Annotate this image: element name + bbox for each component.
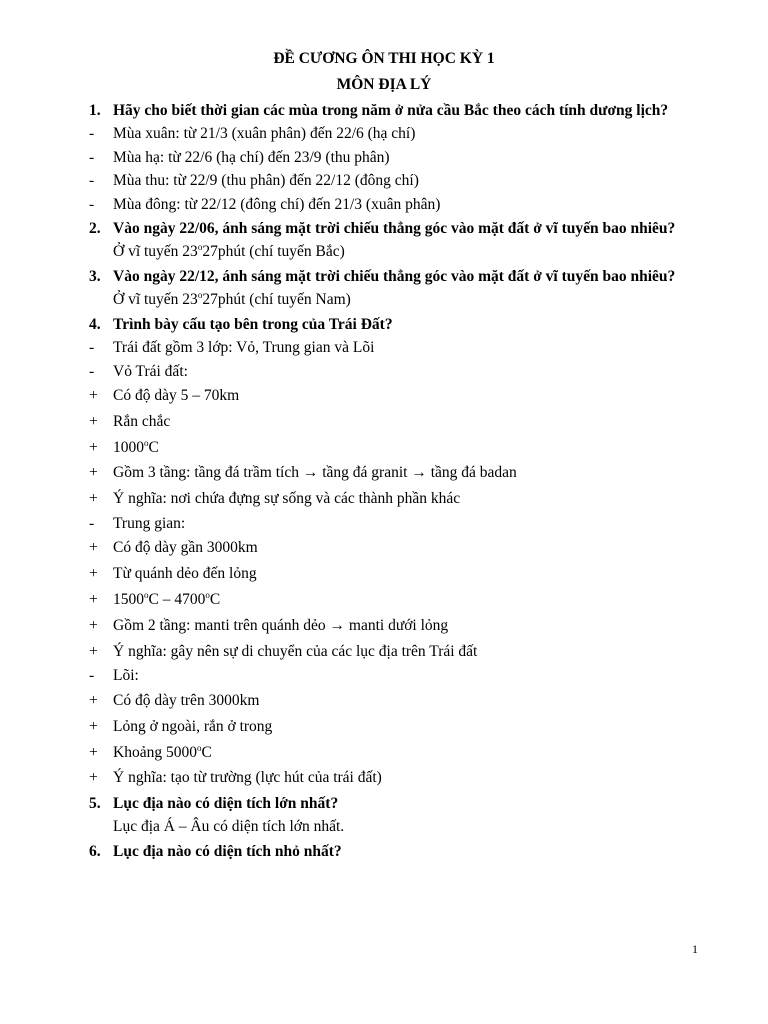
list-subitem: + 1000$^o$C [89, 435, 699, 461]
question-number: 3. [89, 268, 101, 285]
plus-marker: + [89, 464, 98, 482]
list-subitem: + Có độ dày trên 3000km [89, 688, 699, 714]
document-body [89, 98, 699, 863]
list-subitem: + Khoảng 5000$^o$C [89, 740, 699, 766]
list-subitem: + Từ quánh dẻo đến lỏng [89, 561, 699, 587]
question-2 [89, 217, 699, 240]
question-text: Trình bày cấu tạo bên trong của Trái Đất? [113, 316, 393, 333]
question-number: 5. [89, 795, 101, 813]
plus-marker: + [89, 438, 98, 456]
plus-marker: + [89, 591, 98, 609]
dash-marker: - [89, 339, 95, 356]
question-1 [89, 99, 699, 122]
answer: Ở vĩ tuyến 23$^o$27phút (chí tuyến Bắc) [113, 241, 345, 260]
list-subitem: + 1500$^o$C – 4700$^o$C [89, 587, 699, 613]
plus-marker: + [89, 691, 98, 709]
answer: Ở vĩ tuyến 23$^o$27phút (chí tuyến Nam) [113, 289, 351, 308]
plus-marker: + [89, 743, 98, 761]
list-subitem: + Gồm 3 tầng: tầng đá trầm tích → tầng đá granit → tầng đá badan [89, 460, 699, 486]
plus-marker: + [89, 412, 98, 430]
list-subitem: + Rắn chắc [89, 409, 699, 435]
question-text: Hãy cho biết thời gian các mùa trong năm ở nửa cầu Bắc theo cách tính dương lịch? [113, 102, 669, 119]
question-3 [89, 265, 699, 288]
arrow-icon: → [302, 464, 319, 482]
document-title: ĐỀ CƯƠNG ÔN THI HỌC KỲ 1 [273, 50, 495, 67]
plus-marker: + [89, 387, 98, 404]
question-number: 4. [89, 316, 101, 333]
list-subitem: + Lỏng ở ngoài, rắn ở trong [89, 714, 699, 740]
plus-marker: + [89, 565, 98, 583]
list-item: - Trái đất gồm 3 lớp: Vỏ, Trung gian và Lõi [89, 336, 699, 360]
question-number: 6. [89, 843, 101, 861]
page-number: 1 [692, 942, 698, 956]
question-number: 2. [89, 220, 101, 237]
question-text: Lục địa nào có diện tích lớn nhất? [113, 795, 339, 813]
plus-marker: + [89, 642, 98, 660]
plus-marker: + [89, 616, 98, 634]
list-item: - Lõi: [89, 664, 699, 688]
dash-marker: - [89, 148, 95, 166]
dash-marker: - [89, 125, 95, 142]
question-5 [89, 792, 699, 815]
list-subitem: + Có độ dày gần 3000km [89, 535, 699, 561]
list-subitem: + Ý nghĩa: gây nên sự di chuyển của các lục địa trên Trái đất [89, 639, 699, 665]
arrow-icon: → [329, 616, 346, 634]
dash-marker: - [89, 514, 95, 532]
list-subitem: + Có độ dày 5 – 70km [89, 383, 699, 409]
question-text: Vào ngày 22/12, ánh sáng mặt trời chiếu thẳng góc vào mặt đất ở vĩ tuyến bao nhiêu? [113, 268, 676, 285]
document-subtitle: MÔN ĐỊA LÝ [336, 76, 432, 93]
arrow-icon: → [411, 464, 427, 482]
plus-marker: + [89, 769, 98, 787]
plus-marker: + [89, 539, 98, 557]
dash-marker: - [89, 362, 95, 380]
list-subitem: + Ý nghĩa: tạo từ trường (lực hút của trái đất) [89, 765, 699, 791]
list-subitem: + Gồm 2 tầng: manti trên quánh dẻo → manti dưới lỏng [89, 613, 699, 639]
list-item: - Mùa thu: từ 22/9 (thu phân) đến 22/12 (đông chí) [89, 169, 699, 193]
list-item: - Vỏ Trái đất: [89, 360, 699, 384]
dash-marker: - [89, 172, 95, 189]
plus-marker: + [89, 717, 98, 735]
question-number: 1. [89, 102, 101, 119]
list-item: - Mùa hạ: từ 22/6 (hạ chí) đến 23/9 (thu phân) [89, 146, 699, 170]
question-6 [89, 840, 699, 863]
plus-marker: + [89, 490, 98, 508]
list-item: - Mùa xuân: từ 21/3 (xuân phân) đến 22/6 (hạ chí) [89, 122, 699, 146]
question-text: Vào ngày 22/06, ánh sáng mặt trời chiếu thẳng góc vào mặt đất ở vĩ tuyến bao nhiêu? [113, 220, 676, 237]
dash-marker: - [89, 195, 95, 213]
list-subitem: + Ý nghĩa: nơi chứa đựng sự sống và các thành phần khác [89, 486, 699, 512]
list-item: - Mùa đông: từ 22/12 (đông chí) đến 21/3 (xuân phân) [89, 193, 699, 217]
dash-marker: - [89, 667, 95, 685]
answer: Lục địa Á – Âu có diện tích lớn nhất. [113, 818, 345, 836]
question-4 [89, 313, 699, 336]
list-item: - Trung gian: [89, 512, 699, 536]
question-text: Lục địa nào có diện tích nhỏ nhất? [113, 843, 342, 861]
